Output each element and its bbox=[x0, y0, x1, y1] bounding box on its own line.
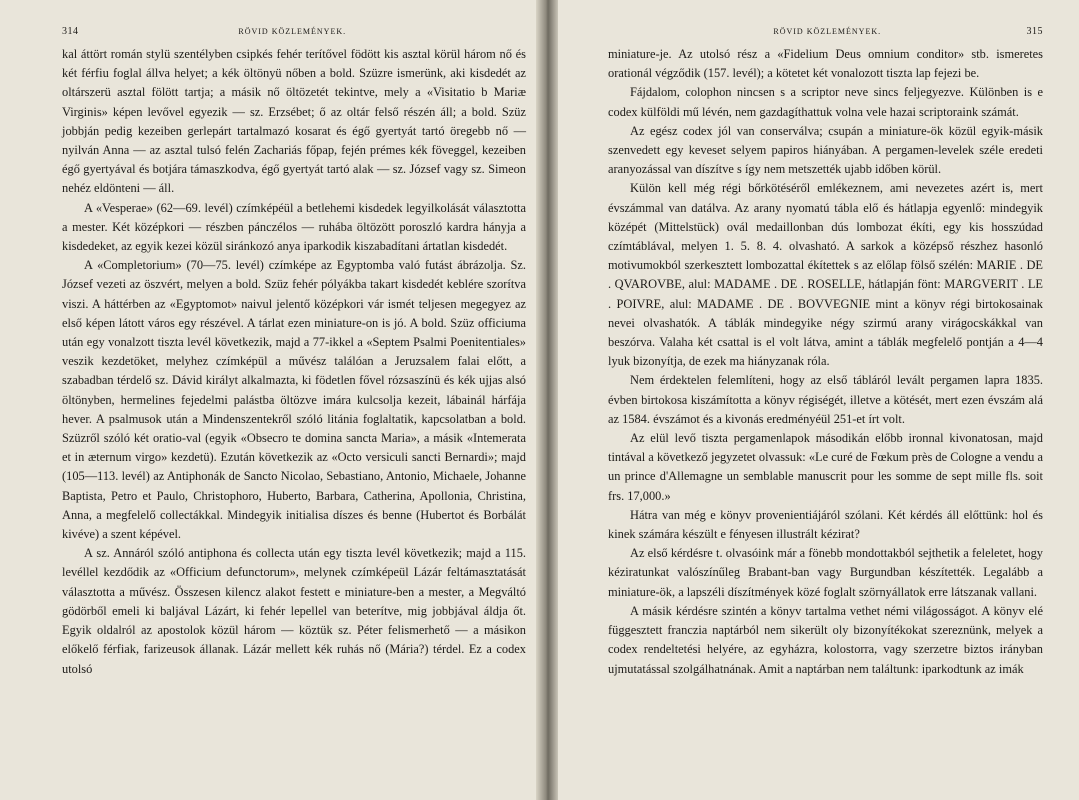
paragraph: miniature-je. Az utolsó rész a «Fidelium Deus omnium conditor» stb. ismeretes orationál végződik (157. levél); a kötetet két vonalozott tiszta lap fejezi be. bbox=[608, 47, 1043, 81]
paragraph: kal áttört román stylü szentélyben csipkés fehér terítővel födött kis asztal körül három nő és két férfiu foglal állva helyet; a kék öltönyü nőben a bold. Szüzre ismerünk, aki kisdedét az oltárszerü asztal fölött tartja; a másik nő öltözetét tekintve, mely a «Visitatio b Mariæ Virginis» képen levővel egyezik — sz. Erzsébet; ő az oltár felső részén áll; a bold. Szüz jobbján pedig kezeiben gerlepárt tartalmazó kosarat és égő gyertyát tartó öregebb nő — nyilván Anna — az asztal tulsó felén Zachariás főpap, fején prémes kék föveggel, kezeiben égő gyertyával és botjára támaszkodva, égő gyertyát tartó alak — sz. József vagy sz. Simeon nehéz eldönteni — áll. bbox=[62, 47, 526, 196]
paragraph: Fájdalom, colophon nincsen s a scriptor neve sincs feljegyezve. Különben is e codex külföldi mű lévén, nem gazdagíthattuk volna vele hazai scriptoraink számát. bbox=[608, 85, 1043, 119]
paragraph: Külön kell még régi bőrkötéséről emlékeznem, ami nevezetes azért is, mert évszámmal van datálva. Az arany nyomatú tábla elő és hátlapja egyenlő: mindegyik középét (Mittelstück) ovál medaillonban dús lombozat ékíti, egy kis hosszúdad czímtáblával, melyen 1. 5. 8. 4. olvasható. A sarkok a középső részhez hasonló motivumokból szerkesztett lombozattal ékítettek s az előlap fölső szélén: MARIE . DE . QVAROVBE, alul: MADAME . DE . ROSELLE, hátlapján fönt: MARGVERIT . LE . POIVRE, alul: MADAME . DE . BOVVEGNIE mint a könyv régi birtokosainak nevei olvashatók. A táblák mindegyike négy szirmú arany virágocskákkal van beszórva. Valaha két csattal is el volt látva, amint a táblák megfelelő pontján a 4—4 lyuk bizonyítja, de ezek ma hiányzanak róla. bbox=[608, 181, 1043, 369]
left-running-head bbox=[62, 26, 526, 37]
paragraph: Az elül levő tiszta pergamenlapok másodikán előbb ironnal kivonatosan, majd tintával a következő jegyzetet olvassuk: «Le curé de Fœkum près de Cologne a vendu a un prince d'Allemagne un semblable manuscrit pour les somme de sept mille fls. soit frs. 17,000.» bbox=[608, 431, 1043, 503]
left-running-title: RÖVID KÖZLEMÉNYEK. bbox=[238, 27, 347, 36]
paragraph: Nem érdektelen felemlíteni, hogy az első tábláról levált pergamen lapra 1835. évben birtokosa kiszámította a könyv régiségét, illetve a kötését, mert ezen évszám alá az 1584. évszámot és a kivonás eredményéül 251-et írt volt. bbox=[608, 373, 1043, 426]
right-page-text bbox=[608, 45, 1043, 679]
paragraph: A másik kérdésre szintén a könyv tartalma vethet némi világosságot. A könyv elé függesztett franczia naptárból nem sikerült oly bizonyítékokat szereznünk, melyek a codex rendeltetési helyére, az egyházra, kolostorra, vagy szerzetre biztos irányban ujmutatással szolgálhatnának. Amit a naptárban nem találtunk: iparkodtunk az imák bbox=[608, 603, 1043, 676]
paragraph: A «Completorium» (70—75. levél) czímképe az Egyptomba való futást ábrázolja. Sz. József vezeti az öszvért, melyen a bold. Szüz fehér pólyákba takart kisdedét keblére szorítva viszi. A háttérben az «Egyptomot» naivul jelentő középkori vár ismét teljesen megegyez az első képen látott város egy részével. A tárlat ezen miniature-on is jó. A bold. Szüz officiuma után egy vonalzott tiszta levél következik, majd a 77-ikkel a «Septem Psalmi Poenitentiales» veszik kezdetöket, melyhez czímképül a művész találóan a Jeruzsalem falai előtt, a szabadban térdelő sz. Dávid királyt alkalmazta, ki födetlen fővel rózsaszínü és kék ujjas alsó öltönyben, hermelines fejedelmi palástba öltözve imára kulcsolja kezeit, lábainál hárfája hever. A psalmusok után a Mindenszentekről szóló litánia foglaltatik, kapcsolatban a bold. Szüzről szóló két oratio-val (egyik «Obsecro te domina sancta Maria», a másik «Intemerata et in æternum virgo» kezdetü). Ezután következik az «Octo versiculi sancti Bernardi»; majd (105—113. levél) az Antiphonák de Sancto Nicolao, Sebastiano, Antonio, Michaele, Johanne Baptista, Petro et Paulo, Christophoro, Huberto, Barbara, Catherina, Apollonia, Christina, Anna, a megfelelő collectákkal. Mindegyik initialisa díszes és benne (Hubertot és Borbálát kivéve) a szent képével. bbox=[62, 258, 526, 542]
right-running-head bbox=[608, 26, 1043, 37]
book-gutter bbox=[536, 0, 558, 800]
paragraph: A sz. Annáról szóló antiphona és collecta után egy tiszta levél következik; majd a 115. levéllel kezdődik az «Officium defunctorum», melynek czímképeül Lázár feltámasztatását választotta a művész. Összesen kilencz alakot festett e miniature-ben a mester, a Megváltó gödörből emeli ki baljával Lázárt, ki fehér lepellel van beterítve, mig jobbjával áldja őt. Egyik oldalról az apostolok közül három — köztük sz. Péter felismerhető — a másikon előkelő férfiak, farizeusok állanak. Lázár mellett kék ruhás nő (Mária?) térdel. Ez a codex utolsó bbox=[62, 546, 526, 676]
paragraph: A «Vesperae» (62—69. levél) czímképéül a betlehemi kisdedek legyilkolását választotta a mester. Két középkori — részben pánczélos — ruhába öltözött poroszló kardra hányja a kisdedeket, az egyik kezei közül siránkozó anya iparkodik kiszabadítani ártatlan kisdedét. bbox=[62, 200, 526, 254]
right-page bbox=[546, 0, 1079, 800]
left-page-number: 314 bbox=[62, 26, 79, 37]
paragraph: Az első kérdésre t. olvasóink már a fönebb mondottakból sejthetik a feleletet, hogy kéziratunkat valószínűleg Brabant-ban vagy Burgundban készítették. Legalább a miniature-ök, a lapszéli díszítmények közé foglalt szörnyállatok erre látszanak vallani. bbox=[608, 546, 1043, 599]
right-page-number: 315 bbox=[1026, 26, 1043, 37]
paragraph: Az egész codex jól van conserválva; csupán a miniature-ök közül egyik-másik szenvedett egy keveset selyem papiros hiányában. A pergamen-levelek széle eredeti aranyozással van díszítve s így nem metszették ujabb időben körül. bbox=[608, 123, 1043, 177]
paragraph: Hátra van még e könyv provenientiájáról szólani. Két kérdés áll előttünk: hol és kinek számára készült e fényesen illustrált kézirat? bbox=[608, 507, 1043, 542]
right-running-title: RÖVID KÖZLEMÉNYEK. bbox=[773, 27, 882, 36]
left-page-text bbox=[62, 45, 526, 679]
